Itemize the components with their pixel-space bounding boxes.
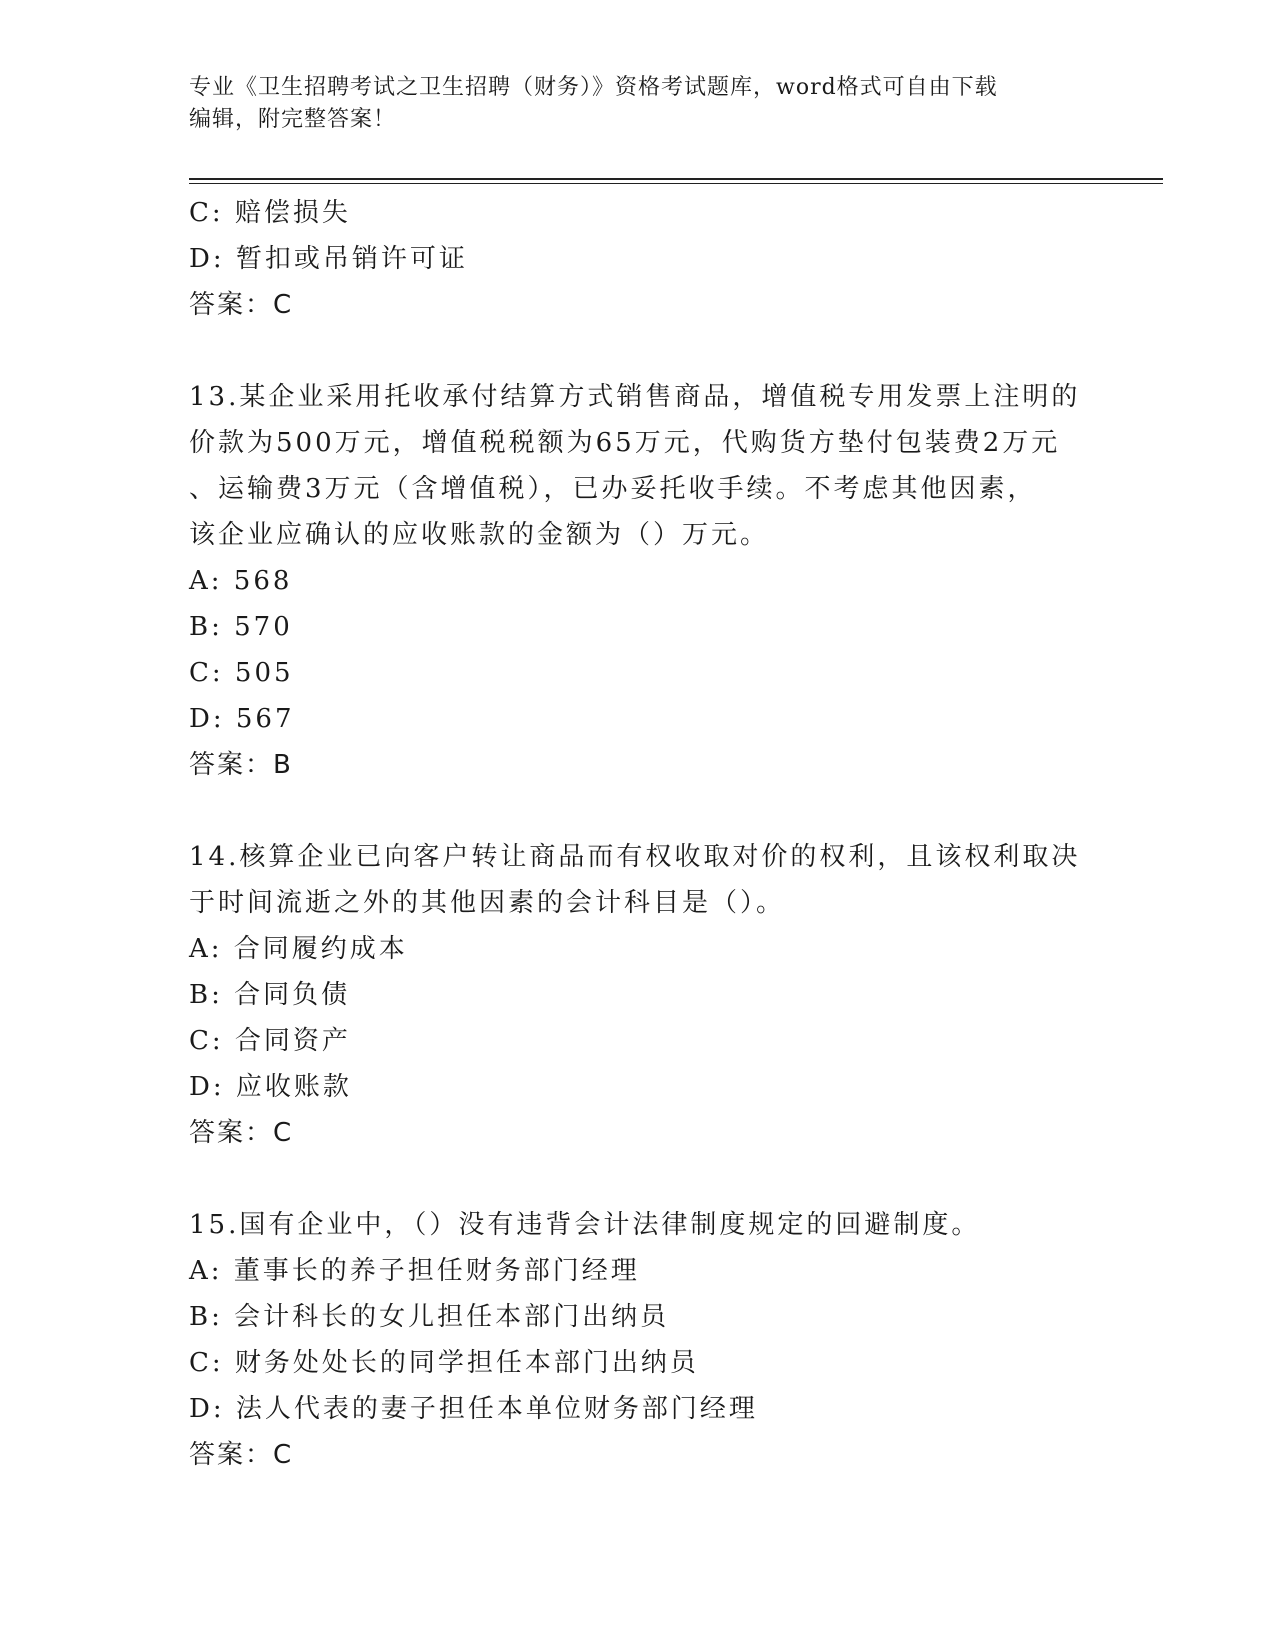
option-c: C: 505 — [189, 658, 294, 688]
spacer — [189, 328, 1089, 374]
stem-line: 于时间流逝之外的其他因素的会计科目是（）。 — [189, 888, 786, 918]
question-stem — [189, 834, 1089, 926]
header-divider-thick — [189, 178, 1163, 180]
answer-line: 答案：B — [189, 750, 293, 780]
question-15 — [189, 1202, 1089, 1478]
question-stem — [189, 374, 1089, 558]
option-c: C: 合同资产 — [189, 1026, 351, 1056]
header-divider-thin — [189, 183, 1163, 184]
stem-line: 价款为500万元，增值税税额为65万元，代购货方垫付包装费2万元 — [189, 428, 1061, 458]
option-a: A: 董事长的养子担任财务部门经理 — [189, 1256, 640, 1286]
stem-line: 15.国有企业中，（）没有违背会计法律制度规定的回避制度。 — [189, 1210, 981, 1240]
prev-question — [189, 190, 1089, 328]
option-b: B: 570 — [189, 612, 293, 642]
question-14 — [189, 834, 1089, 1156]
stem-line: 该企业应确认的应收账款的金额为（）万元。 — [189, 520, 770, 550]
option-d: D: 应收账款 — [189, 1072, 352, 1102]
question-stem — [189, 1202, 1089, 1248]
option-a: A: 合同履约成本 — [189, 934, 408, 964]
option-c: C: 财务处处长的同学担任本部门出纳员 — [189, 1348, 699, 1378]
option-d: D: 法人代表的妻子担任本单位财务部门经理 — [189, 1394, 758, 1424]
option-d: D: 暂扣或吊销许可证 — [189, 244, 468, 274]
spacer — [189, 1156, 1089, 1202]
answer-line: 答案：C — [189, 290, 294, 320]
answer-line: 答案：C — [189, 1440, 294, 1470]
stem-line: 14.核算企业已向客户转让商品而有权收取对价的权利，且该权利取决 — [189, 842, 1081, 872]
stem-line: 13.某企业采用托收承付结算方式销售商品，增值税专用发票上注明的 — [189, 382, 1081, 412]
option-a: A: 568 — [189, 566, 293, 596]
option-c: C: 赔偿损失 — [189, 198, 351, 228]
stem-line: 、运输费3万元（含增值税），已办妥托收手续。不考虑其他因素， — [189, 474, 1037, 504]
spacer — [189, 788, 1089, 834]
answer-line: 答案：C — [189, 1118, 294, 1148]
option-b: B: 合同负债 — [189, 980, 351, 1010]
document-body — [189, 190, 1089, 1478]
option-b: B: 会计科长的女儿担任本部门出纳员 — [189, 1302, 670, 1332]
header-line-1: 专业《卫生招聘考试之卫生招聘（财务）》资格考试题库，word格式可自由下载 — [189, 75, 998, 100]
option-d: D: 567 — [189, 704, 295, 734]
header-line-2: 编辑，附完整答案！ — [189, 107, 397, 132]
question-13 — [189, 374, 1089, 788]
document-header — [189, 72, 1089, 136]
